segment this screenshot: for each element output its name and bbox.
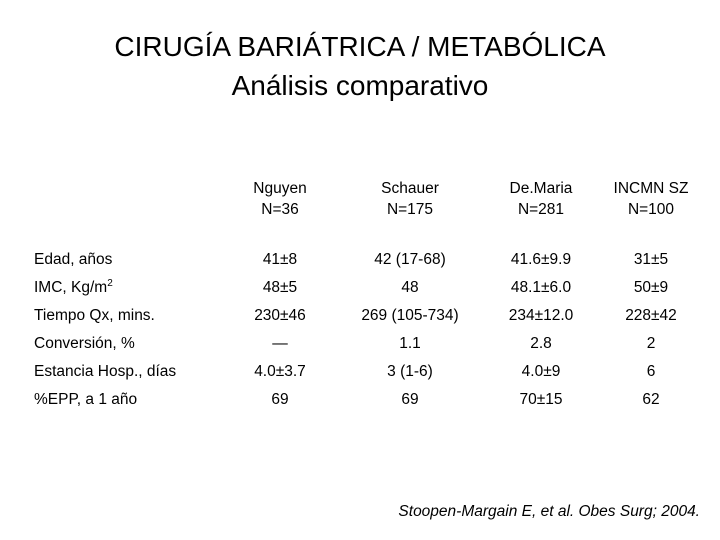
table-cell: 234±12.0 [508,307,574,324]
column-name: De.Maria [509,180,573,197]
column-name: Nguyen [253,180,307,197]
table-cell: 6 [646,363,656,380]
row-label-edad: Edad, años [34,251,113,268]
column-header-schauer [345,178,475,220]
table-cell: 228±42 [625,307,677,324]
slide-title: CIRUGÍA BARIÁTRICA / METABÓLICA [114,31,606,62]
table-cell: 41±8 [262,251,298,268]
column-n: N=100 [627,201,675,218]
table-cell: 3 (1-6) [387,363,433,380]
column-name: Schauer [381,180,439,197]
table-cell: 48 [401,279,419,296]
table-cell: 2 [646,335,656,352]
column-header-incmn-sz [586,178,716,220]
row-label-tiempo-qx: Tiempo Qx, mins. [34,307,155,324]
column-n: N=281 [517,201,565,218]
table-cell: 69 [271,391,289,408]
table-cell: 1.1 [399,335,421,352]
table-cell: 2.8 [530,335,552,352]
table-cell: 41.6±9.9 [510,251,572,268]
table-cell: 4.0±9 [521,363,561,380]
table-cell: 230±46 [254,307,306,324]
table-cell: 50±9 [633,279,669,296]
column-name: INCMN SZ [613,180,689,197]
row-label-epp: %EPP, a 1 año [34,391,138,408]
column-n: N=175 [386,201,434,218]
row-label-imc [34,278,113,298]
table-cell: 62 [642,391,660,408]
row-label-text: IMC, Kg/m [34,279,108,296]
table-cell: 42 (17-68) [374,251,446,268]
table-cell: 269 (105-734) [361,307,459,324]
table-cell: 70±15 [519,391,563,408]
column-header-nguyen [215,178,345,220]
slide-subtitle: Análisis comparativo [231,70,489,101]
row-label-conversion: Conversión, % [34,335,135,352]
row-label-superscript: 2 [107,277,113,289]
table-cell: — [272,335,288,352]
table-cell: 69 [401,391,419,408]
table-cell: 31±5 [633,251,669,268]
table-cell: 48±5 [262,279,298,296]
citation: Stoopen-Margain E, et al. Obes Surg; 2004. [398,503,700,520]
table-cell: 48.1±6.0 [510,279,572,296]
row-label-estancia-hosp: Estancia Hosp., días [34,363,177,380]
table-cell: 4.0±3.7 [254,363,306,380]
column-n: N=36 [261,201,299,218]
